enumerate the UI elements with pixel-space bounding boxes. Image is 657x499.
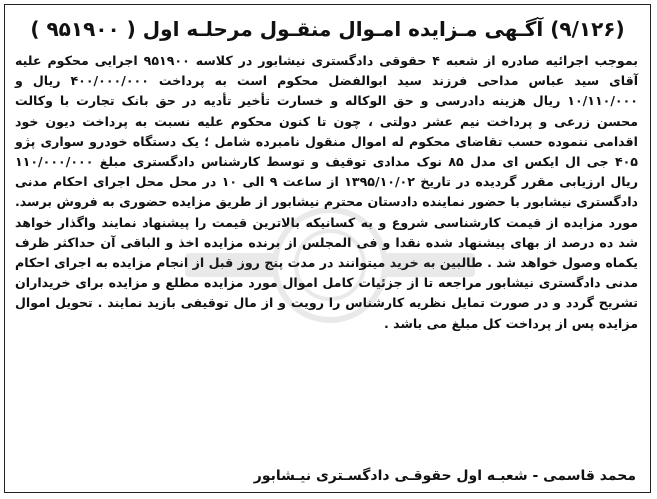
notice-title: (۹/۱۲۶) آگـهی مـزایده امـوال منقـول مرحلـه اول ( ۹۵۱۹۰۰ ) (30, 17, 625, 41)
auction-notice (4, 4, 651, 493)
notice-signature: محمد قاسمی - شعبـه اول حقوقـی دادگسـتری نیـشابور (253, 468, 636, 484)
notice-body: بموجب اجرائیه صادره از شعبه ۴ حقوقی دادگستری نیشابور در کلاسه ۹۵۱۹۰۰ اجرایی محکوم علیه آقای سید عباس مداحی فرزند سید ابوالفضل محکوم است به پرداخت ۴۰۰/۰۰۰/۰۰۰ ریال و ۱۰/۱۱۰/۰۰۰ ریال هزینه دادرسی و حق الوکاله و خسارت تأخیر تأدیه در حق بانک تجارت با وکالت محسن زرعی و پرداخت نیم عشر دولتی ، چون تا کنون محکوم علیه نسبت به پرداخت دیون خود اقدامی ننموده حسب تقاضای محکوم له اموال منقول نامبرده شامل ؛ یک دستگاه خودرو سواری پژو ۴۰۵ جی ال ایکس ای مدل ۸۵ نوک مدادی توقیف و توسط کارشناس دادگستری مبلغ ۱۱۰/۰۰۰/۰۰۰ ریال ارزیابی مقرر گردیده در تاریخ ۱۳۹۵/۱۰/۰۲ از ساعت ۹ الی ۱۰ در محل محل اجرای احکام مدنی دادگستری نیشابور با حضور نماینده دادستان محترم نیشابور از طریق مزایده حضوری به فروش برسد. مورد مزایده از قیمت کارشناسی شروع و به کسانیکه بالاترین قیمت را پیشنهاد نمایند واگذار خواهد شد ده درصد از بهای پیشنهاد شده نقدا و فی المجلس از برنده مزایده اخذ و الباقی آن حداکثر ظرف یکماه وصول خواهد شد . طالبین به خرید میتوانند در مدت پنج روز قبل از انجام مزایده به اجرای احکام مدنی دادگستری نیشابور مراجعه تا از جزئیات کامل اموال مورد مزایده مطلع و مزایده برای خریداران تشریح گردد و در صورت تمایل نظریه کارشناس را رویت و از مال توقیفی بازید نمایند . تحویل اموال مزایده پس از پرداخت کل مبلغ می باشد . (15, 53, 639, 331)
